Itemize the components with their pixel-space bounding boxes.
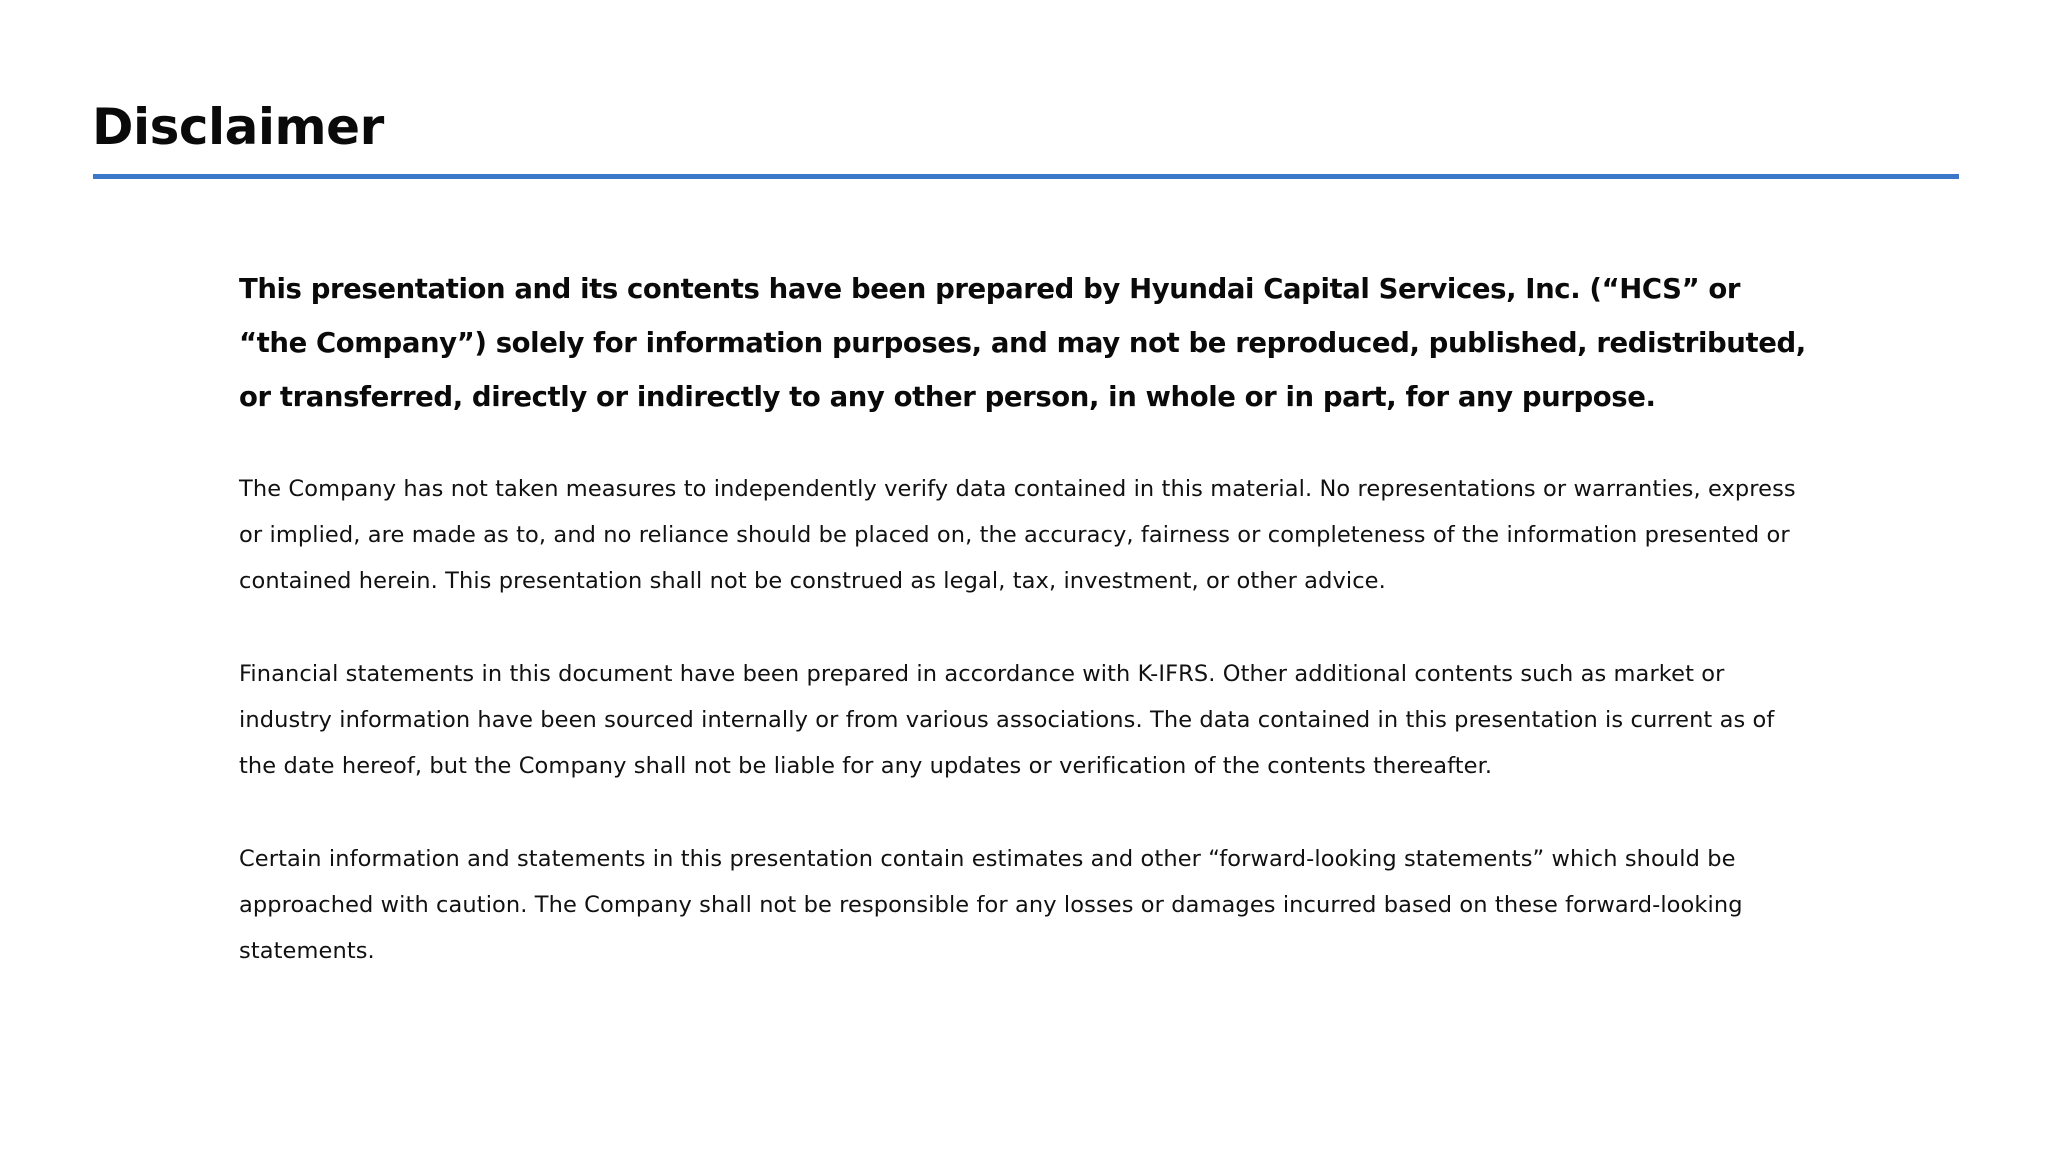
page-title: Disclaimer bbox=[92, 98, 384, 156]
title-divider bbox=[93, 174, 1959, 179]
forward-looking-paragraph: Certain information and statements in this presentation contain estimates and other “forward-looking statements” which should be approached with caution. The Company shall not be responsible for any losses or damages incurred based on these forward-looking statements. bbox=[239, 846, 1743, 964]
financial-statements-paragraph: Financial statements in this document have been prepared in accordance with K-IFRS. Other additional contents such as market or industry information have been sourced internally or from various associations. The data contained in this presentation is current as of the date hereof, but the Company shall not be liable for any updates or verification of the contents thereafter. bbox=[239, 661, 1775, 779]
lead-paragraph: This presentation and its contents have been prepared by Hyundai Capital Services, Inc. (“HCS” or “the Company”) solely for information purposes, and may not be reproduced, published, redistributed, or transferred, directly or indirectly to any other person, in whole or in part, for any purpose. bbox=[239, 273, 1806, 413]
verification-paragraph: The Company has not taken measures to independently verify data contained in this material. No representations or warranties, express or implied, are made as to, and no reliance should be placed on, the accuracy, fairness or completeness of the information presented or contained herein. This presentation shall not be construed as legal, tax, investment, or other advice. bbox=[239, 476, 1796, 594]
disclaimer-body bbox=[239, 262, 1809, 974]
